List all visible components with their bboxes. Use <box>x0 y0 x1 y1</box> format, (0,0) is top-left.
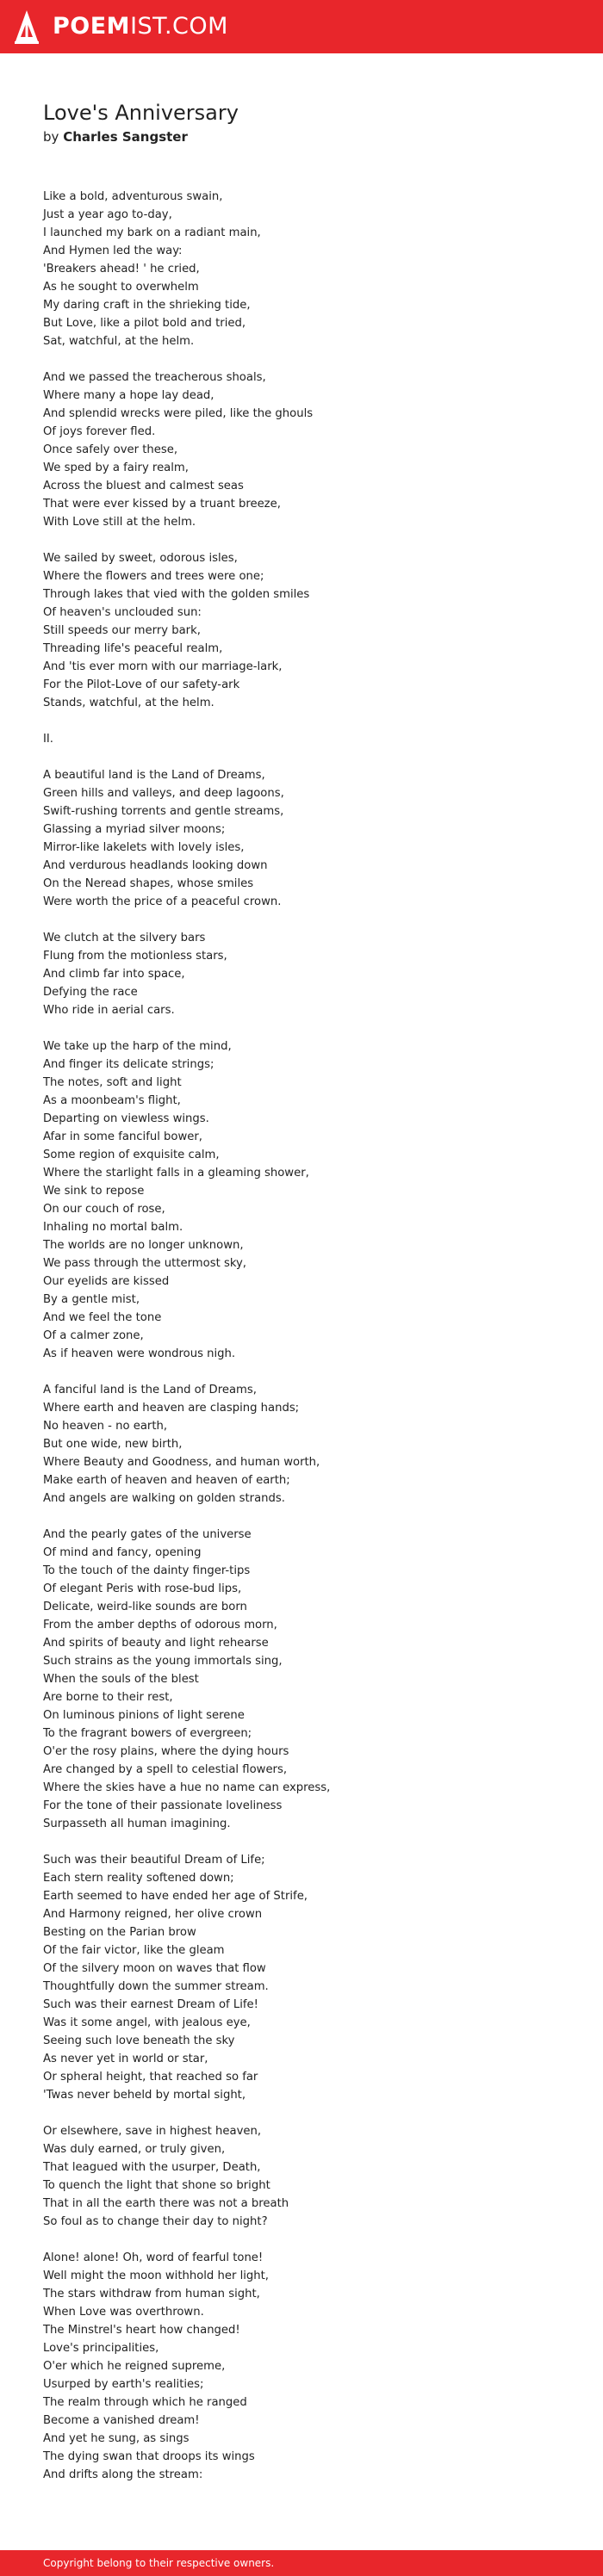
poem-line: Defying the race <box>43 986 138 999</box>
poem-line: No heaven - no earth, <box>43 1420 168 1433</box>
poem-stanza <box>43 2249 577 2484</box>
poem-line: To quench the light that shone so bright <box>43 2179 270 2192</box>
poem-line: Afar in some fanciful bower, <box>43 1130 202 1143</box>
site-footer <box>0 2550 603 2576</box>
poem-line: On the Neread shapes, whose smiles <box>43 877 254 890</box>
poem-line: From the amber depths of odorous morn, <box>43 1619 277 1632</box>
poem-line: And yet he sung, as sings <box>43 2432 190 2445</box>
logo-text-light: IST.COM <box>130 13 228 40</box>
poem-line: And spirits of beauty and light rehearse <box>43 1637 269 1650</box>
poem-line: And we feel the tone <box>43 1311 162 1324</box>
poem-line: Of heaven's unclouded sun: <box>43 606 202 619</box>
poem-line: And verdurous headlands looking down <box>43 859 268 872</box>
poem-line: Love's principalities, <box>43 2342 159 2355</box>
site-logo-link[interactable] <box>15 9 228 44</box>
poem-stanza <box>43 929 577 1019</box>
poem-line: Green hills and valleys, and deep lagoons, <box>43 787 284 800</box>
poem-line: Where Beauty and Goodness, and human worth, <box>43 1456 320 1469</box>
author-link[interactable]: Charles Sangster <box>63 129 188 145</box>
poem-stanza <box>43 188 577 350</box>
poem-line: Earth seemed to have ended her age of Strife, <box>43 1890 308 1903</box>
poem-line: Are borne to their rest, <box>43 1691 173 1704</box>
poem-line: Delicate, weird-like sounds are born <box>43 1601 247 1613</box>
poem-line: The dying swan that droops its wings <box>43 2450 255 2463</box>
poem-line: Make earth of heaven and heaven of earth; <box>43 1474 290 1487</box>
poem-line: II. <box>43 733 53 746</box>
poem-line: Some region of exquisite calm, <box>43 1149 220 1161</box>
poem-line: Besting on the Parian brow <box>43 1926 196 1939</box>
poem-line: For the Pilot-Love of our safety-ark <box>43 678 240 691</box>
poem-line: Such strains as the young immortals sing, <box>43 1655 283 1668</box>
site-header <box>0 0 603 53</box>
poem-line: By a gentle mist, <box>43 1293 140 1306</box>
poem-line: Of mind and fancy, opening <box>43 1546 202 1559</box>
poem-line: Of joys forever fled. <box>43 425 156 438</box>
poem-line: Of elegant Peris with rose-bud lips, <box>43 1582 242 1595</box>
poem-line: The stars withdraw from human sight, <box>43 2288 260 2300</box>
poem-line: For the tone of their passionate loveliness <box>43 1799 283 1812</box>
poem-line: The Minstrel's heart how changed! <box>43 2324 240 2337</box>
byline-prefix: by <box>43 129 59 145</box>
poem-line: The notes, soft and light <box>43 1076 182 1089</box>
poem-line: Was duly earned, or truly given, <box>43 2143 226 2156</box>
poem-line: That were ever kissed by a truant breeze, <box>43 498 281 511</box>
poem-line: Each stern reality softened down; <box>43 1872 234 1885</box>
poem-line: My daring craft in the shrieking tide, <box>43 299 251 312</box>
poem-line: Across the bluest and calmest seas <box>43 480 244 492</box>
poem-stanza <box>43 1851 577 2104</box>
poem-line: On luminous pinions of light serene <box>43 1709 245 1722</box>
poem-line: I launched my bark on a radiant main, <box>43 226 261 239</box>
poem-line: And drifts along the stream: <box>43 2468 203 2481</box>
poem-line: When Love was overthrown. <box>43 2306 204 2319</box>
poem-line: That in all the earth there was not a breath <box>43 2197 289 2210</box>
poem-line: And climb far into space, <box>43 968 185 981</box>
poem-line: Of the silvery moon on waves that flow <box>43 1962 266 1975</box>
poem-line: Of the fair victor, like the gleam <box>43 1944 225 1957</box>
poem-line: Alone! alone! Oh, word of fearful tone! <box>43 2251 264 2264</box>
poem-line: When the souls of the blest <box>43 1673 199 1686</box>
poem-line: That leagued with the usurper, Death, <box>43 2161 261 2174</box>
poem-line: We sailed by sweet, odorous isles, <box>43 552 238 565</box>
pen-nib-icon <box>15 9 39 44</box>
poem-line: But one wide, new birth, <box>43 1438 183 1451</box>
poem-line: And we passed the treacherous shoals, <box>43 371 266 384</box>
footer-copyright: Copyright belong to their respective owners. <box>43 2557 275 2569</box>
poem-line: Usurped by earth's realities; <box>43 2378 204 2391</box>
poem-line: Become a vanished dream! <box>43 2414 200 2427</box>
poem-line: The realm through which he ranged <box>43 2396 247 2409</box>
poem-line: We sped by a fairy realm, <box>43 461 189 474</box>
poem-line: So foul as to change their day to night? <box>43 2215 268 2228</box>
poem-line: Who ride in aerial cars. <box>43 1004 175 1017</box>
poem-stanza <box>43 1381 577 1508</box>
poem-line: Where the flowers and trees were one; <box>43 570 264 583</box>
poem-body <box>43 188 577 2502</box>
poem-line: As a moonbeam's flight, <box>43 1094 181 1107</box>
poem-stanza <box>43 549 577 712</box>
poem-line: 'Breakers ahead! ' he cried, <box>43 263 200 276</box>
poem-line: Through lakes that vied with the golden smiles <box>43 588 310 601</box>
poem-stanza <box>43 766 577 911</box>
poem-line: And finger its delicate strings; <box>43 1058 214 1071</box>
poem-line: Glassing a myriad silver moons; <box>43 823 226 836</box>
poem-line: Departing on viewless wings. <box>43 1112 209 1125</box>
poem-line: Such was their beautiful Dream of Life; <box>43 1854 265 1867</box>
poem-line: O'er which he reigned supreme, <box>43 2360 226 2373</box>
poem-line: Are changed by a spell to celestial flowers, <box>43 1763 288 1776</box>
poem-stanza <box>43 368 577 531</box>
poem-line: To the touch of the dainty finger-tips <box>43 1564 251 1577</box>
poem-line: And splendid wrecks were piled, like the ghouls <box>43 407 314 420</box>
poem-line: As he sought to overwhelm <box>43 281 199 294</box>
poem-line: Seeing such love beneath the sky <box>43 2034 235 2047</box>
poem-line: A beautiful land is the Land of Dreams, <box>43 769 265 782</box>
poem-line: Well might the moon withhold her light, <box>43 2269 270 2282</box>
poem-line: Thoughtfully down the summer stream. <box>43 1980 269 1993</box>
poem-line: We clutch at the silvery bars <box>43 932 206 944</box>
poem-line: Once safely over these, <box>43 443 178 456</box>
poem-line: Of a calmer zone, <box>43 1329 144 1342</box>
poem-line: Or spheral height, that reached so far <box>43 2071 258 2084</box>
poem-line: Threading life's peaceful realm, <box>43 642 223 655</box>
poem-line: A fanciful land is the Land of Dreams, <box>43 1384 257 1396</box>
poem-stanza <box>43 1526 577 1833</box>
poem-line: Where many a hope lay dead, <box>43 389 214 402</box>
poem-line: Like a bold, adventurous swain, <box>43 190 223 203</box>
poem-line: Just a year ago to-day, <box>43 208 172 221</box>
poem-line: We pass through the uttermost sky, <box>43 1257 246 1270</box>
poem-line: Or elsewhere, save in highest heaven, <box>43 2125 262 2138</box>
site-logo-text <box>53 9 228 44</box>
poem-line: We take up the harp of the mind, <box>43 1040 232 1053</box>
poem-line: Sat, watchful, at the helm. <box>43 335 195 348</box>
poem-line: And the pearly gates of the universe <box>43 1528 252 1541</box>
poem-title: Love's Anniversary <box>43 101 239 125</box>
poem-line: Inhaling no mortal balm. <box>43 1221 183 1234</box>
poem-line: With Love still at the helm. <box>43 516 196 529</box>
poem-line: And Hymen led the way: <box>43 245 183 257</box>
poem-stanza <box>43 2122 577 2231</box>
poem-line: Such was their earnest Dream of Life! <box>43 1998 258 2011</box>
poem-line: Stands, watchful, at the helm. <box>43 697 214 709</box>
poem-line: The worlds are no longer unknown, <box>43 1239 244 1252</box>
poem-line: Surpasseth all human imagining. <box>43 1817 231 1830</box>
poem-line: Were worth the price of a peaceful crown. <box>43 895 282 908</box>
poem-line: And angels are walking on golden strands. <box>43 1492 285 1505</box>
poem-line: 'Twas never beheld by mortal sight, <box>43 2089 246 2102</box>
poem-line: Swift-rushing torrents and gentle streams, <box>43 805 284 818</box>
poem-line: And Harmony reigned, her olive crown <box>43 1908 263 1921</box>
poem-line: Flung from the motionless stars, <box>43 950 227 963</box>
poem-stanza <box>43 730 577 748</box>
poem-line: We sink to repose <box>43 1185 145 1198</box>
poem-line: To the fragrant bowers of evergreen; <box>43 1727 252 1740</box>
poem-line: Where the starlight falls in a gleaming shower, <box>43 1167 309 1180</box>
poem-line: O'er the rosy plains, where the dying hours <box>43 1745 289 1758</box>
poem-stanza <box>43 1037 577 1363</box>
poem-line: Our eyelids are kissed <box>43 1275 170 1288</box>
poem-line: As never yet in world or star, <box>43 2053 208 2065</box>
poem-line: But Love, like a pilot bold and tried, <box>43 317 246 330</box>
poem-line: As if heaven were wondrous nigh. <box>43 1347 236 1360</box>
poem-line: Mirror-like lakelets with lovely isles, <box>43 841 245 854</box>
poem-line: And 'tis ever morn with our marriage-lark, <box>43 660 283 673</box>
poem-line: On our couch of rose, <box>43 1203 165 1216</box>
poem-line: Was it some angel, with jealous eye, <box>43 2016 251 2029</box>
poem-byline <box>43 127 188 146</box>
poem-line: Still speeds our merry bark, <box>43 624 201 637</box>
logo-text-bold: POEM <box>53 13 131 40</box>
poem-line: Where the skies have a hue no name can express, <box>43 1781 331 1794</box>
poem-line: Where earth and heaven are clasping hands; <box>43 1402 300 1415</box>
